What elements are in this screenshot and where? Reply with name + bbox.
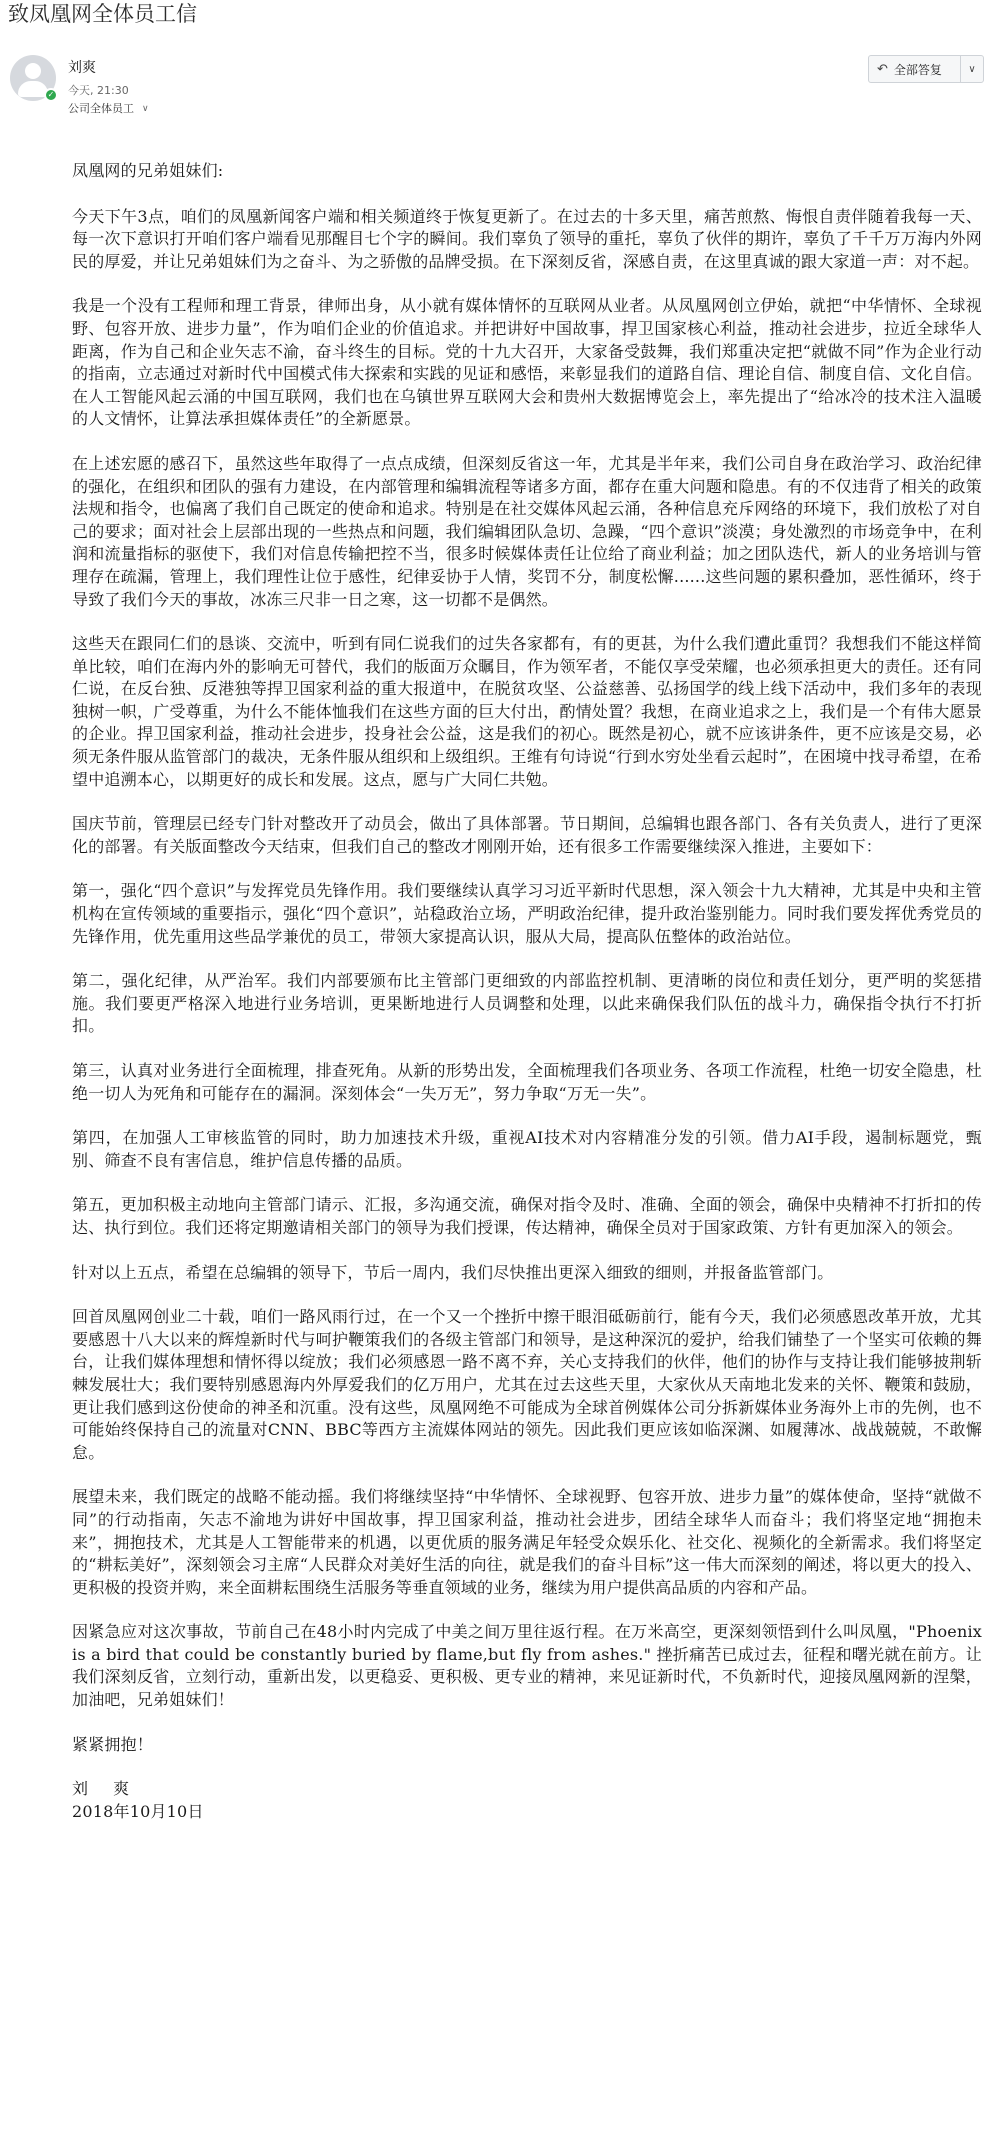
sender-avatar[interactable] [10,55,56,101]
paragraph: 第二，强化纪律，从严治军。我们内部要颁布比主管部门更细致的内部监控机制、更清晰的岗位和责任划分，更严明的奖惩措施。我们要更严格深入地进行业务培训，更果断地进行人员调整和处理，以此来确保我们队伍的战斗力，确保指令执行不打折扣。 [72,971,982,1036]
reply-all-split-button[interactable] [868,55,984,83]
paragraph: 这些天在跟同仁们的恳谈、交流中，听到有同仁说我们的过失各家都有，有的更甚，为什么我们遭此重罚？我想我们不能这样简单比较，咱们在海内外的影响无可替代，我们的版面万众瞩目，作为领军者，不能仅享受荣耀，也必须承担更大的责任。还有同仁说，在反台独、反港独等捍卫国家利益的重大报道中，在脱贫攻坚、公益慈善、弘扬国学的线上线下活动中，我们多年的表现独树一帜，广受尊重，为什么不能体恤我们在这些方面的巨大付出，酌情处置？我想，在商业追求之上，我们是一个有伟大愿景的企业。捍卫国家利益，推动社会进步，投身社会公益，这是我们的初心。既然是初心，就不应该讲条件，更不应该是交易，必须无条件服从监管部门的裁决，无条件服从组织和上级组织。王维有句诗说“行到水穷处坐看云起时”，在困境中找寻希望，在希望中追溯本心，以期更好的成长和发展。这点，愿与广大同仁共勉。 [72,634,982,789]
paragraph: 因紧急应对这次事故，节前自己在48小时内完成了中美之间万里往返行程。在万米高空，更深刻领悟到什么叫凤凰，"Phoenix is a bird that could be constantly buried by flame,but fly from ashes." 挫折痛苦已成过去，征程和曙光就在前方。让我们深刻反省，立刻行动，重新出发，以更稳妥、更积极、更专业的精神，来见证新时代，不负新时代，迎接凤凰网新的涅槃，加油吧，兄弟姐妹们！ [72,1622,982,1710]
sender-name[interactable]: 刘爽 [68,60,96,76]
signature-name: 刘 爽 [72,1779,140,1799]
paragraph: 展望未来，我们既定的战略不能动摇。我们将继续坚持“中华情怀、全球视野、包容开放、进步力量”的媒体使命，坚持“就做不同”的行动指南，矢志不渝地为讲好中国故事，捍卫国家利益，推动社会进步，团结全球华人而奋斗；我们将坚定地“拥抱未来”，拥抱技术，尤其是人工智能带来的机遇，以更优质的服务满足年轻受众娱乐化、社交化、视频化的全新需求。我们将坚定的“耕耘美好”，深刻领会习主席“人民群众对美好生活的向往，就是我们的奋斗目标”这一伟大而深刻的阐述，将以更大的投入、更积极的投资并购，来全面耕耘围绕生活服务等垂直领域的业务，继续为用户提供高品质的内容和产品。 [72,1487,982,1597]
email-body [72,160,982,1845]
reply-all-icon: ↶ [877,61,888,77]
recipients-label: 公司全体员工 [68,102,134,115]
reply-all-label: 全部答复 [893,62,942,77]
recipients-line[interactable] [68,100,149,116]
signature-date: 2018年10月10日 [72,1801,204,1821]
paragraph: 今天下午3点，咱们的凤凰新闻客户端和相关频道终于恢复更新了。在过去的十多天里，痛苦煎熬、悔恨自责伴随着我每一天、每一次下意识打开咱们客户端看见那醒目七个字的瞬间。我们辜负了领导的重托，辜负了伙伴的期许，辜负了千千万万海内外网民的厚爱，并让兄弟姐妹们为之奋斗、为之骄傲的品牌受损。在下深刻反省，深感自责，在这里真诚的跟大家道一声：对不起。 [72,206,982,271]
paragraph: 我是一个没有工程师和理工背景，律师出身，从小就有媒体情怀的互联网从业者。从凤凰网创立伊始，就把“中华情怀、全球视野、包容开放、进步力量”，作为咱们企业的价值追求。并把讲好中国故事，捍卫国家核心利益，推动社会进步，拉近全球华人距离，作为自己和企业矢志不渝，奋斗终生的目标。党的十九大召开，大家备受鼓舞，我们郑重决定把“就做不同”作为企业行动的指南，立志通过对新时代中国模式伟大探索和实践的见证和感悟，来彰显我们的道路自信、理论自信、制度自信、文化自信。在人工智能风起云涌的中国互联网，我们也在乌镇世界互联网大会和贵州大数据博览会上，率先提出了“给冰冷的技术注入温暖的人文情怀，让算法承担媒体责任”的全新愿景。 [72,296,982,429]
paragraph: 针对以上五点，希望在总编辑的领导下，节后一周内，我们尽快推出更深入细致的细则，并报备监管部门。 [72,1262,834,1282]
online-status-icon: ✓ [44,88,58,102]
paragraph: 回首凤凰网创业二十载，咱们一路风雨行过，在一个又一个挫折中擦干眼泪砥砺前行，能有今天，我们必须感恩改革开放，尤其要感恩十八大以来的辉煌新时代与呵护鞭策我们的各级主管部门和领导，是这种深沉的爱护，给我们铺垫了一个坚实可依赖的舞台，让我们媒体理想和情怀得以绽放；我们必须感恩一路不离不弃，关心支持我们的伙伴，他们的协作与支持让我们能够披荆斩棘发展壮大；我们要特别感恩海内外厚爱我们的亿万用户，尤其在过去这些天里，大家伙从天南地北发来的关怀、鞭策和鼓励，更让我们感到这份使命的神圣和沉重。没有这些，凤凰网绝不可能成为全球首例媒体公司分拆新媒体业务海外上市的先例，也不可能始终保持自己的流量对CNN、BBC等西方主流媒体网站的领先。因此我们更应该如临深渊、如履薄冰、战战兢兢，不敢懈怠。 [72,1307,982,1462]
paragraph: 第三，认真对业务进行全面梳理，排查死角。从新的形势出发，全面梳理我们各项业务、各项工作流程，杜绝一切安全隐患，杜绝一切人为死角和可能存在的漏洞。深刻体会“一失万无”，努力争取“万无一失”。 [72,1061,982,1103]
greeting: 凤凰网的兄弟姐妹们: [72,161,224,180]
paragraph: 第五，更加积极主动地向主管部门请示、汇报，多沟通交流，确保对指令及时、准确、全面的领会，确保中央精神不打折扣的传达、执行到位。我们还将定期邀请相关部门的领导为我们授课，传达精神，确保全员对于国家政策、方针有更加深入的领会。 [72,1195,982,1237]
sent-time: 今天, 21:30 [68,84,129,97]
reply-all-button[interactable] [869,56,960,82]
expand-recipients-icon[interactable]: ∨ [142,104,149,114]
paragraph: 第一，强化“四个意识”与发挥党员先锋作用。我们要继续认真学习习近平新时代思想，深入领会十九大精神，尤其是中央和主管机构在宣传领域的重要指示，强化“四个意识”，站稳政治立场，严明政治纪律，提升政治鉴别能力。同时我们要发挥优秀党员的先锋作用，优先重用这些品学兼优的员工，带领大家提高认识，服从大局，提高队伍整体的政治站位。 [72,881,982,946]
email-subject: 致凤凰网全体员工信 [8,2,197,26]
closing: 紧紧拥抱！ [72,1734,154,1754]
person-avatar-icon [25,63,41,79]
chevron-down-icon[interactable]: ∨ [968,63,976,75]
paragraph: 在上述宏愿的感召下，虽然这些年取得了一点点成绩，但深刻反省这一年，尤其是半年来，我们公司自身在政治学习、政治纪律的强化，在组织和团队的强有力建设，在内部管理和编辑流程等诸多方面，都存在重大问题和隐患。有的不仅违背了相关的政策法规和指令，也偏离了我们自己既定的使命和追求。特别是在社交媒体风起云涌，各种信息充斥网络的环境下，我们放松了对自己的要求；面对社会上层部出现的一些热点和问题，我们编辑团队急切、急躁，“四个意识”淡漠；身处激烈的市场竞争中，在利润和流量指标的驱使下，我们对信息传输把控不当，很多时候媒体责任让位给了商业利益；加之团队迭代，新人的业务培训与管理存在疏漏，管理上，我们理性让位于感性，纪律妥协于人情，奖罚不分，制度松懈......这些问题的累积叠加，恶性循环，终于导致了我们今天的事故，冰冻三尺非一日之寒，这一切都不是偶然。 [72,453,982,609]
paragraph: 第四，在加强人工审核监管的同时，助力加速技术升级，重视AI技术对内容精准分发的引领。借力AI手段，遏制标题党，甄别、筛查不良有害信息，维护信息传播的品质。 [72,1128,982,1170]
paragraph: 国庆节前，管理层已经专门针对整改开了动员会，做出了具体部署。节日期间，总编辑也跟各部门、各有关负责人，进行了更深化的部署。有关版面整改今天结束，但我们自己的整改才刚刚开始，还有很多工作需要继续深入推进，主要如下： [72,814,982,856]
